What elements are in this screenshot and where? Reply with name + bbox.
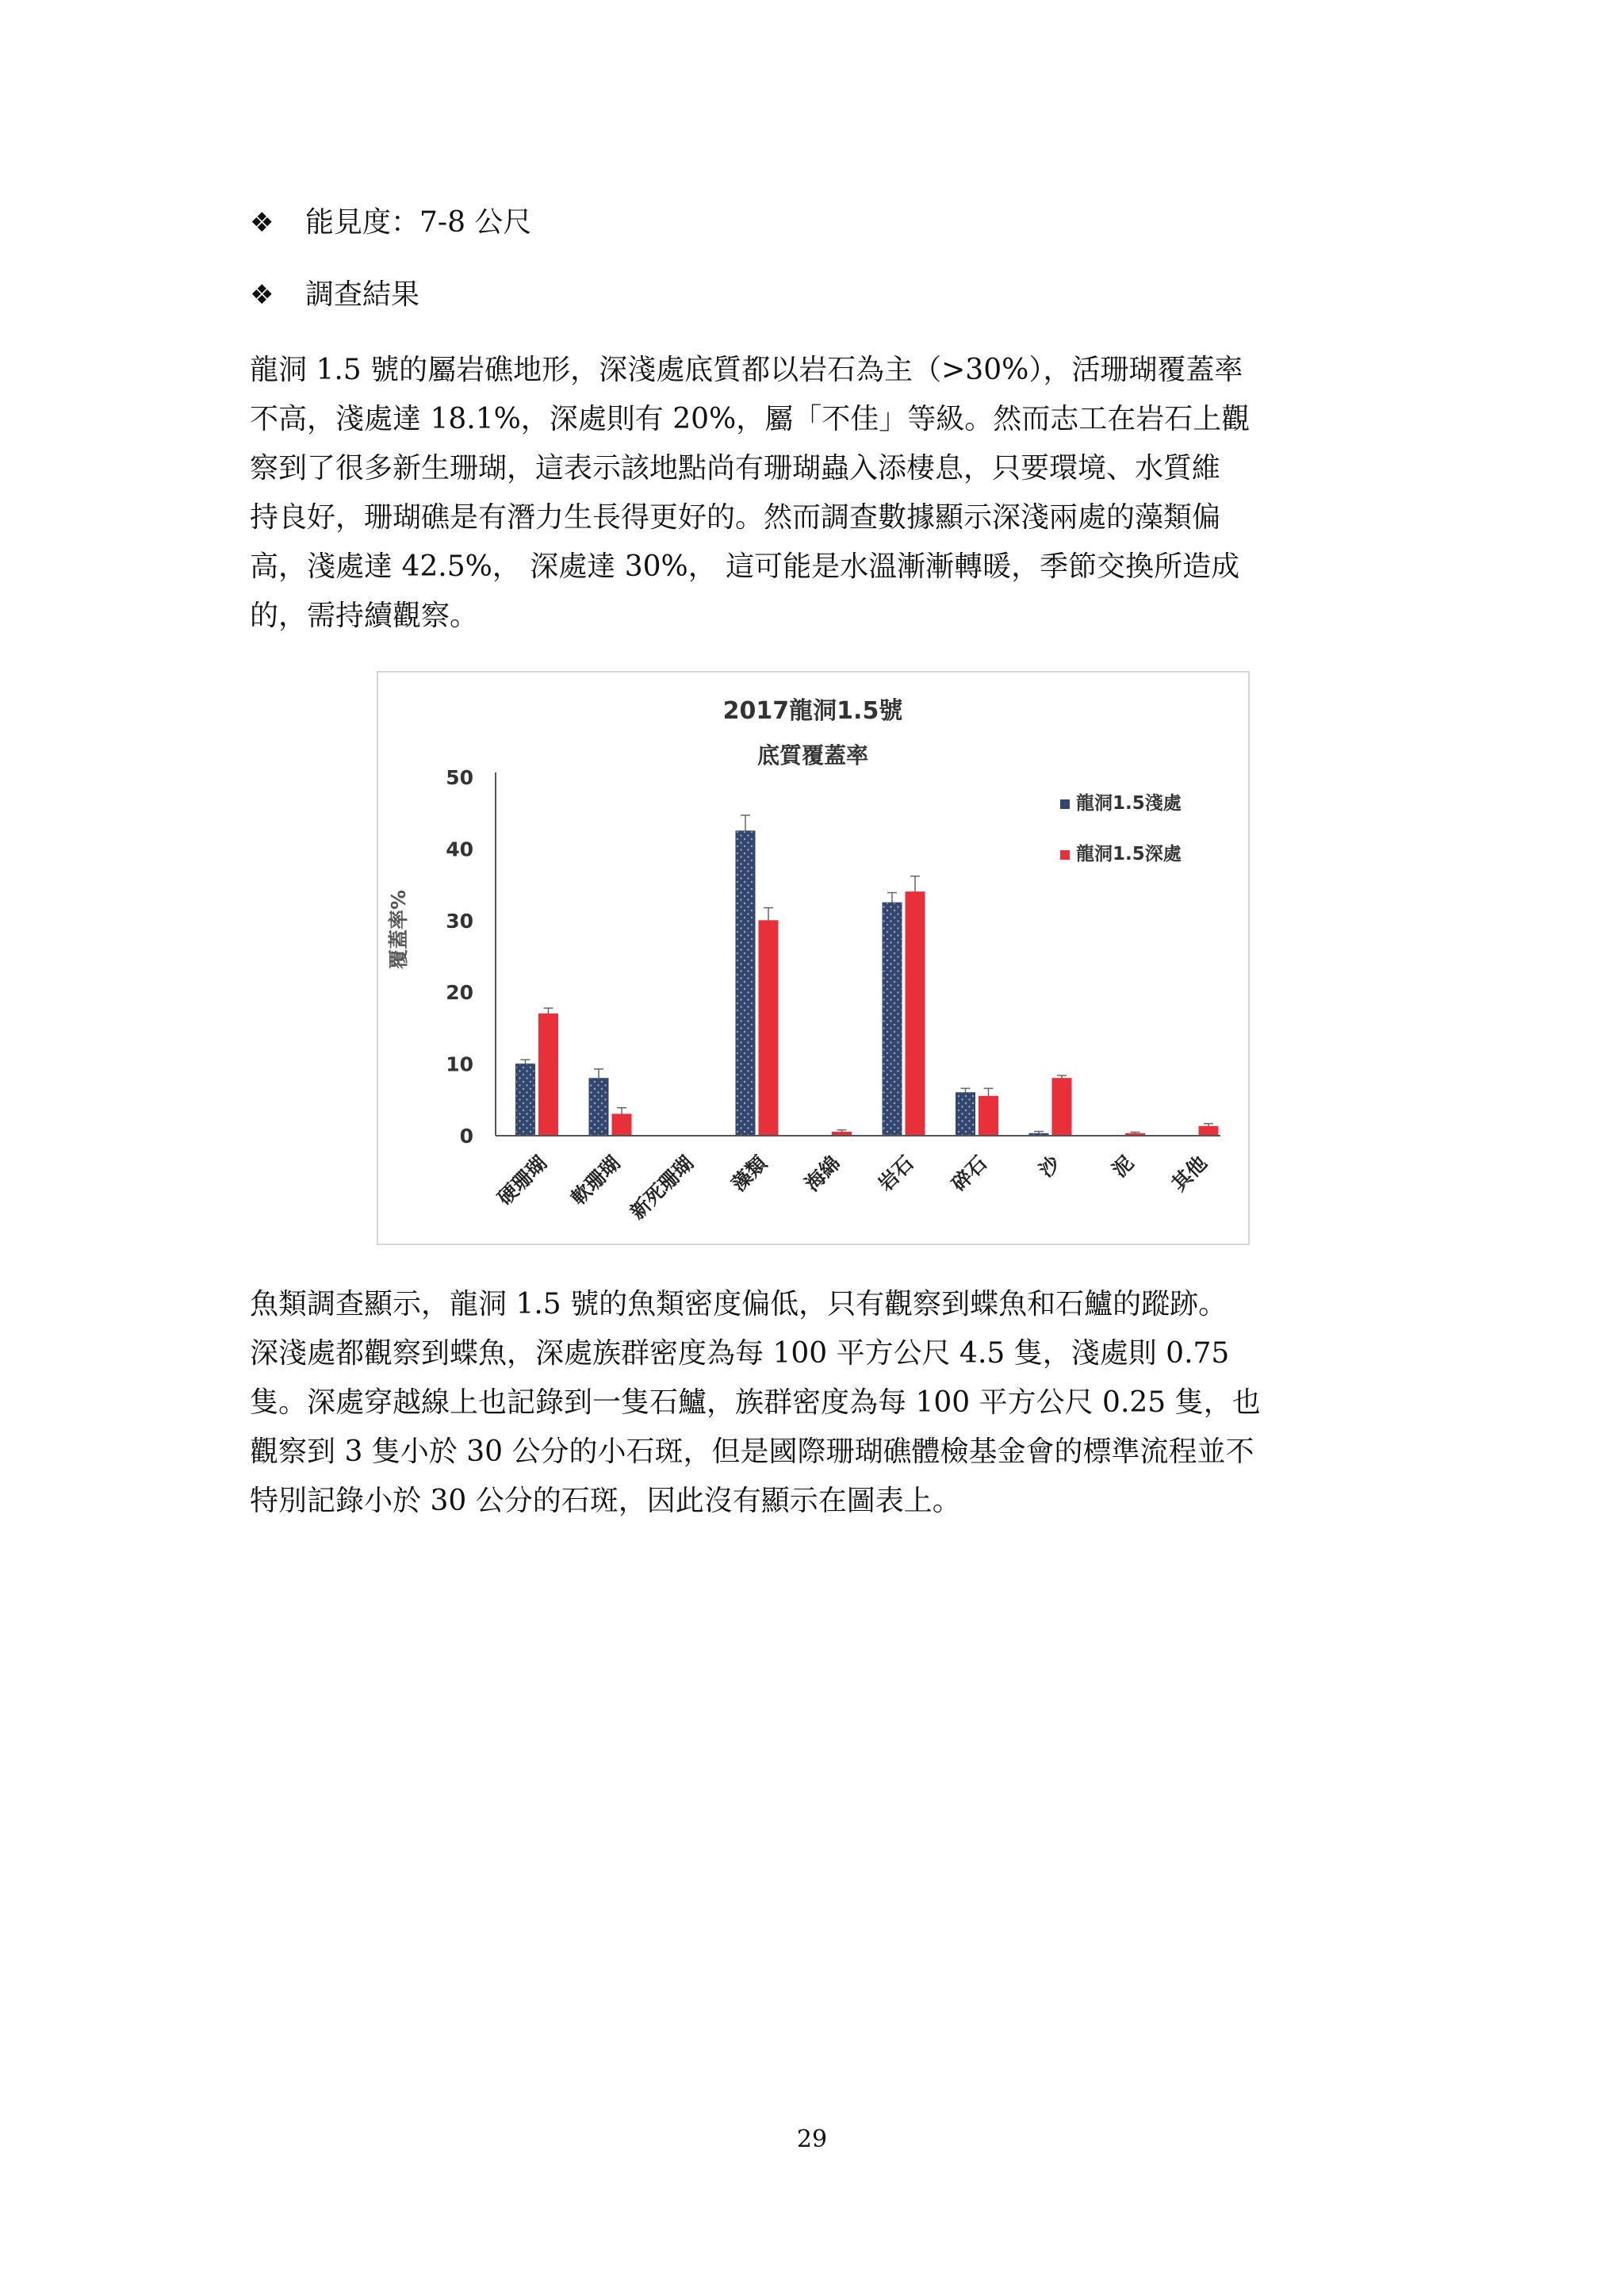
paragraph-line: 高，淺處達 42.5%， 深處達 30%， 這可能是水溫漸漸轉暖，季節交換所造成 — [250, 550, 1240, 583]
paragraph-line: 龍洞 1.5 號的屬岩礁地形，深淺處底質都以岩石為主（>30%），活珊瑚覆蓋率 — [250, 354, 1243, 386]
diamond-bullet-icon: ❖ — [250, 279, 274, 311]
y-tick-label: 30 — [446, 909, 473, 933]
bar-deep — [759, 921, 778, 1136]
y-tick-label: 50 — [446, 766, 473, 789]
bar-deep — [906, 892, 925, 1136]
fish-survey-paragraph — [250, 1280, 1376, 1526]
x-category-label: 其他 — [1166, 1151, 1212, 1196]
chart-svg — [378, 673, 1248, 1244]
diamond-bullet-icon: ❖ — [250, 207, 274, 239]
x-category-label: 碎石 — [947, 1151, 992, 1196]
y-tick-label: 40 — [446, 838, 473, 861]
x-category-label: 新死珊瑚 — [626, 1151, 699, 1224]
bar-deep — [979, 1096, 998, 1136]
paragraph-line: 持良好，珊瑚礁是有潛力生長得更好的。然而調查數據顯示深淺兩處的藻類偏 — [250, 501, 1221, 534]
x-category-label: 岩石 — [873, 1151, 918, 1196]
x-category-label: 硬珊瑚 — [492, 1151, 552, 1210]
legend-swatch — [1060, 799, 1070, 809]
page-number: 29 — [796, 2125, 828, 2153]
x-category-label: 泥 — [1108, 1151, 1139, 1182]
legend-label: 龍洞1.5深處 — [1076, 844, 1182, 864]
bar-deep — [1199, 1126, 1218, 1136]
bar-deep — [539, 1014, 558, 1136]
chart-title: 2017龍洞1.5號 — [722, 697, 903, 725]
visibility-text: 能見度：7-8 公尺 — [305, 206, 532, 239]
paragraph-line: 察到了很多新生珊瑚，這表示該地點尚有珊瑚蟲入添棲息，只要環境、水質維 — [250, 452, 1221, 485]
bar-deep — [612, 1114, 631, 1136]
paragraph-line: 的，需持續觀察。 — [250, 600, 479, 632]
legend-swatch — [1060, 850, 1070, 860]
survey-results-heading: 調查結果 — [305, 278, 420, 311]
y-tick-label: 20 — [446, 981, 473, 1005]
x-category-label: 海綿 — [800, 1151, 845, 1196]
legend-label: 龍洞1.5淺處 — [1076, 793, 1182, 814]
y-axis-label: 覆蓋率% — [387, 889, 410, 970]
x-category-label: 沙 — [1034, 1151, 1065, 1182]
y-tick-label: 0 — [459, 1125, 473, 1148]
bar-deep — [1052, 1079, 1071, 1136]
bar-shallow — [956, 1093, 975, 1136]
paragraph-line: 魚類調查顯示，龍洞 1.5 號的魚類密度偏低，只有觀察到蝶魚和石鱸的蹤跡。 — [250, 1288, 1228, 1320]
paragraph-line: 深淺處都觀察到蝶魚，深處族群密度為每 100 平方公尺 4.5 隻，淺處則 0.75 — [250, 1337, 1230, 1370]
bullet-visibility — [250, 203, 531, 243]
bar-shallow — [589, 1079, 608, 1136]
paragraph-line: 不高，淺處達 18.1%，深處則有 20%，屬「不佳」等級。然而志工在岩石上觀 — [250, 403, 1251, 435]
paragraph-line: 隻。深處穿越線上也記錄到一隻石鱸，族群密度為每 100 平方公尺 0.25 隻，也 — [250, 1386, 1261, 1419]
x-category-label: 藻類 — [726, 1151, 772, 1196]
paragraph-line: 觀察到 3 隻小於 30 公分的小石斑，但是國際珊瑚礁體檢基金會的標準流程並不 — [250, 1435, 1254, 1468]
chart-subtitle: 底質覆蓋率 — [756, 742, 869, 769]
bar-shallow — [883, 903, 902, 1136]
x-category-label: 軟珊瑚 — [566, 1151, 625, 1210]
substrate-cover-chart — [377, 671, 1250, 1245]
paragraph-line: 特別記錄小於 30 公分的石斑，因此沒有顯示在圖表上。 — [250, 1485, 961, 1517]
bar-shallow — [516, 1064, 535, 1136]
bullet-survey-results — [250, 275, 419, 315]
y-tick-label: 10 — [446, 1052, 473, 1076]
substrate-paragraph — [250, 346, 1376, 641]
bar-shallow — [736, 831, 755, 1136]
